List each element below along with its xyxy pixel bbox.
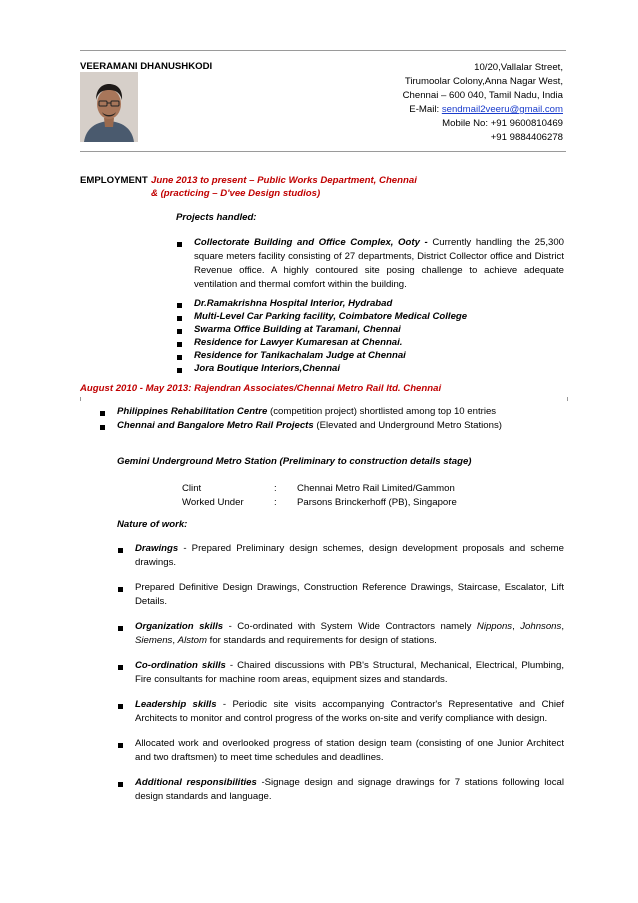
project-item: Swarma Office Building at Taramani, Chennai bbox=[194, 324, 401, 335]
work-item-additional bbox=[135, 776, 564, 804]
bullet-icon bbox=[177, 316, 182, 321]
email-label: E-Mail: bbox=[409, 104, 442, 115]
project-main-desc-1: Currently handling the 25,300 bbox=[432, 237, 564, 248]
w4-line-1: - Chaired discussions with PB's Structural, Mechanical, Electrical, Plumbing, bbox=[225, 660, 564, 671]
project-main-desc-3: Revenue office. A highly contoured site posing challenge to achieve adequate bbox=[194, 265, 564, 276]
w3-siemens: Siemens bbox=[135, 635, 173, 646]
mobile-line-1: Mobile No: +91 9600810469 bbox=[442, 118, 563, 129]
work-item-organization bbox=[135, 620, 564, 648]
clint-value: Chennai Metro Rail Limited/Gammon bbox=[297, 483, 455, 494]
clint-label: Clint bbox=[182, 483, 202, 494]
bullet-icon bbox=[118, 704, 123, 709]
w3-title: Organization skills bbox=[135, 621, 224, 632]
work-item-definitive bbox=[135, 581, 564, 609]
bullet-icon bbox=[100, 425, 105, 430]
bullet-icon bbox=[118, 548, 123, 553]
bullet-icon bbox=[118, 626, 123, 631]
bullet-icon bbox=[100, 411, 105, 416]
email-link[interactable]: sendmail2veeru@gmail.com bbox=[441, 104, 563, 115]
item2-desc: (Elevated and Underground Metro Stations) bbox=[313, 420, 502, 431]
w3-johnsons: Johnsons bbox=[520, 621, 562, 632]
w3-line-2: for standards and requirements for design of stations. bbox=[207, 635, 437, 646]
w2-line-1: Prepared Definitive Design Drawings, Construction Reference Drawings, Staircase, Escalator, Lift bbox=[135, 582, 564, 593]
w1-line-1: - Prepared Preliminary design schemes, design development proposals and scheme bbox=[178, 543, 564, 554]
item2-title: Chennai and Bangalore Metro Rail Projects bbox=[117, 420, 314, 431]
w1-title: Drawings bbox=[135, 543, 179, 554]
contact-block bbox=[330, 61, 563, 145]
w1-line-2: drawings. bbox=[135, 557, 177, 568]
w2-line-2: Details. bbox=[135, 596, 167, 607]
bullet-icon bbox=[177, 355, 182, 360]
w4-title: Co-ordination skills bbox=[135, 660, 226, 671]
bullet-icon bbox=[118, 782, 123, 787]
rajendran-item-1 bbox=[117, 406, 496, 417]
w7-line-1: -Signage design and signage drawings for 7 stations following local bbox=[256, 777, 564, 788]
gemini-heading: Gemini Underground Metro Station (Preliminary to construction details stage) bbox=[117, 456, 472, 467]
project-item: Dr.Ramakrishna Hospital Interior, Hydrabad bbox=[194, 298, 393, 309]
project-item: Jora Boutique Interiors,Chennai bbox=[194, 363, 341, 374]
w3-alstom: Alstom bbox=[177, 635, 207, 646]
profile-photo bbox=[80, 72, 138, 142]
w5-title: Leadership skills bbox=[135, 699, 217, 710]
section-divider bbox=[80, 397, 568, 401]
w3-comma: , bbox=[172, 635, 178, 646]
bullet-icon bbox=[177, 303, 182, 308]
work-item-leadership bbox=[135, 698, 564, 726]
w3-line-1: - Co-ordinated with System Wide Contractors namely bbox=[223, 621, 477, 632]
address-line-2: Tirumoolar Colony,Anna Nagar West, bbox=[404, 76, 563, 87]
employment-line-2: & (practicing – D'vee Design studios) bbox=[151, 188, 321, 199]
w7-title: Additional responsibilities bbox=[135, 777, 257, 788]
project-main-desc-2: square meters facility consisting of 27 departments, District Collector office and District bbox=[194, 251, 564, 262]
employment-label: EMPLOYMENT bbox=[80, 175, 148, 186]
w5-line-1: - Periodic site visits accompanying Contractor's Representative and Chief bbox=[216, 699, 564, 710]
w3-nippons: Nippons bbox=[476, 621, 513, 632]
project-item: Residence for Lawyer Kumaresan at Chennai. bbox=[194, 337, 403, 348]
project-item: Residence for Tanikachalam Judge at Chennai bbox=[194, 350, 406, 361]
work-item-coordination bbox=[135, 659, 564, 687]
project-item: Multi-Level Car Parking facility, Coimbatore Medical College bbox=[194, 311, 468, 322]
bullet-icon bbox=[177, 242, 182, 247]
project-main-title: Collectorate Building and Office Complex, Ooty - bbox=[194, 237, 433, 248]
w5-line-2: Architects to monitor and control progress of the works on-site and verify compliance with design. bbox=[135, 713, 548, 724]
rajendran-heading: August 2010 - May 2013: Rajendran Associates/Chennai Metro Rail ltd. Chennai bbox=[80, 383, 442, 394]
header-rule bbox=[80, 151, 566, 152]
item1-desc: (competition project) shortlisted among top 10 entries bbox=[267, 406, 497, 417]
work-item-drawings bbox=[135, 542, 564, 570]
bullet-icon bbox=[118, 587, 123, 592]
bullet-icon bbox=[177, 368, 182, 373]
bullet-icon bbox=[118, 743, 123, 748]
projects-heading: Projects handled: bbox=[176, 212, 257, 223]
email-line bbox=[330, 103, 563, 117]
portrait-image bbox=[80, 72, 138, 142]
work-item-allocated bbox=[135, 737, 564, 765]
item1-title: Philippines Rehabilitation Centre bbox=[117, 406, 268, 417]
w6-line-1: Allocated work and overlooked progress of station design team (consisting of one Junior Architect bbox=[135, 738, 564, 749]
w7-line-2: design standards and language. bbox=[135, 791, 272, 802]
bullet-icon bbox=[177, 329, 182, 334]
project-main-desc-4: ventilation and thermal comfort within the building. bbox=[194, 279, 407, 290]
address-line-3: Chennai – 600 040, Tamil Nadu, India bbox=[402, 90, 563, 101]
address-line-1: 10/20,Vallalar Street, bbox=[474, 62, 563, 73]
worked-label: Worked Under bbox=[182, 497, 244, 508]
w3-comma: , bbox=[561, 621, 564, 632]
mobile-line-2: +91 9884406278 bbox=[490, 132, 563, 143]
employment-line-1: June 2013 to present – Public Works Department, Chennai bbox=[151, 175, 417, 186]
w4-line-2: Fire consultants for machine room areas, equipment sizes and standards. bbox=[135, 674, 448, 685]
w3-comma: , bbox=[512, 621, 521, 632]
clint-colon: : bbox=[274, 483, 277, 494]
bullet-icon bbox=[118, 665, 123, 670]
candidate-name: VEERAMANI DHANUSHKODI bbox=[80, 61, 213, 72]
bullet-icon bbox=[177, 342, 182, 347]
project-main bbox=[194, 236, 564, 292]
worked-value: Parsons Brinckerhoff (PB), Singapore bbox=[297, 497, 457, 508]
rajendran-item-2 bbox=[117, 420, 502, 431]
w6-line-2: and two draftsmen) to meet time schedules and deadlines. bbox=[135, 752, 384, 763]
top-rule bbox=[80, 50, 566, 51]
nature-heading: Nature of work: bbox=[117, 519, 188, 530]
worked-colon: : bbox=[274, 497, 277, 508]
